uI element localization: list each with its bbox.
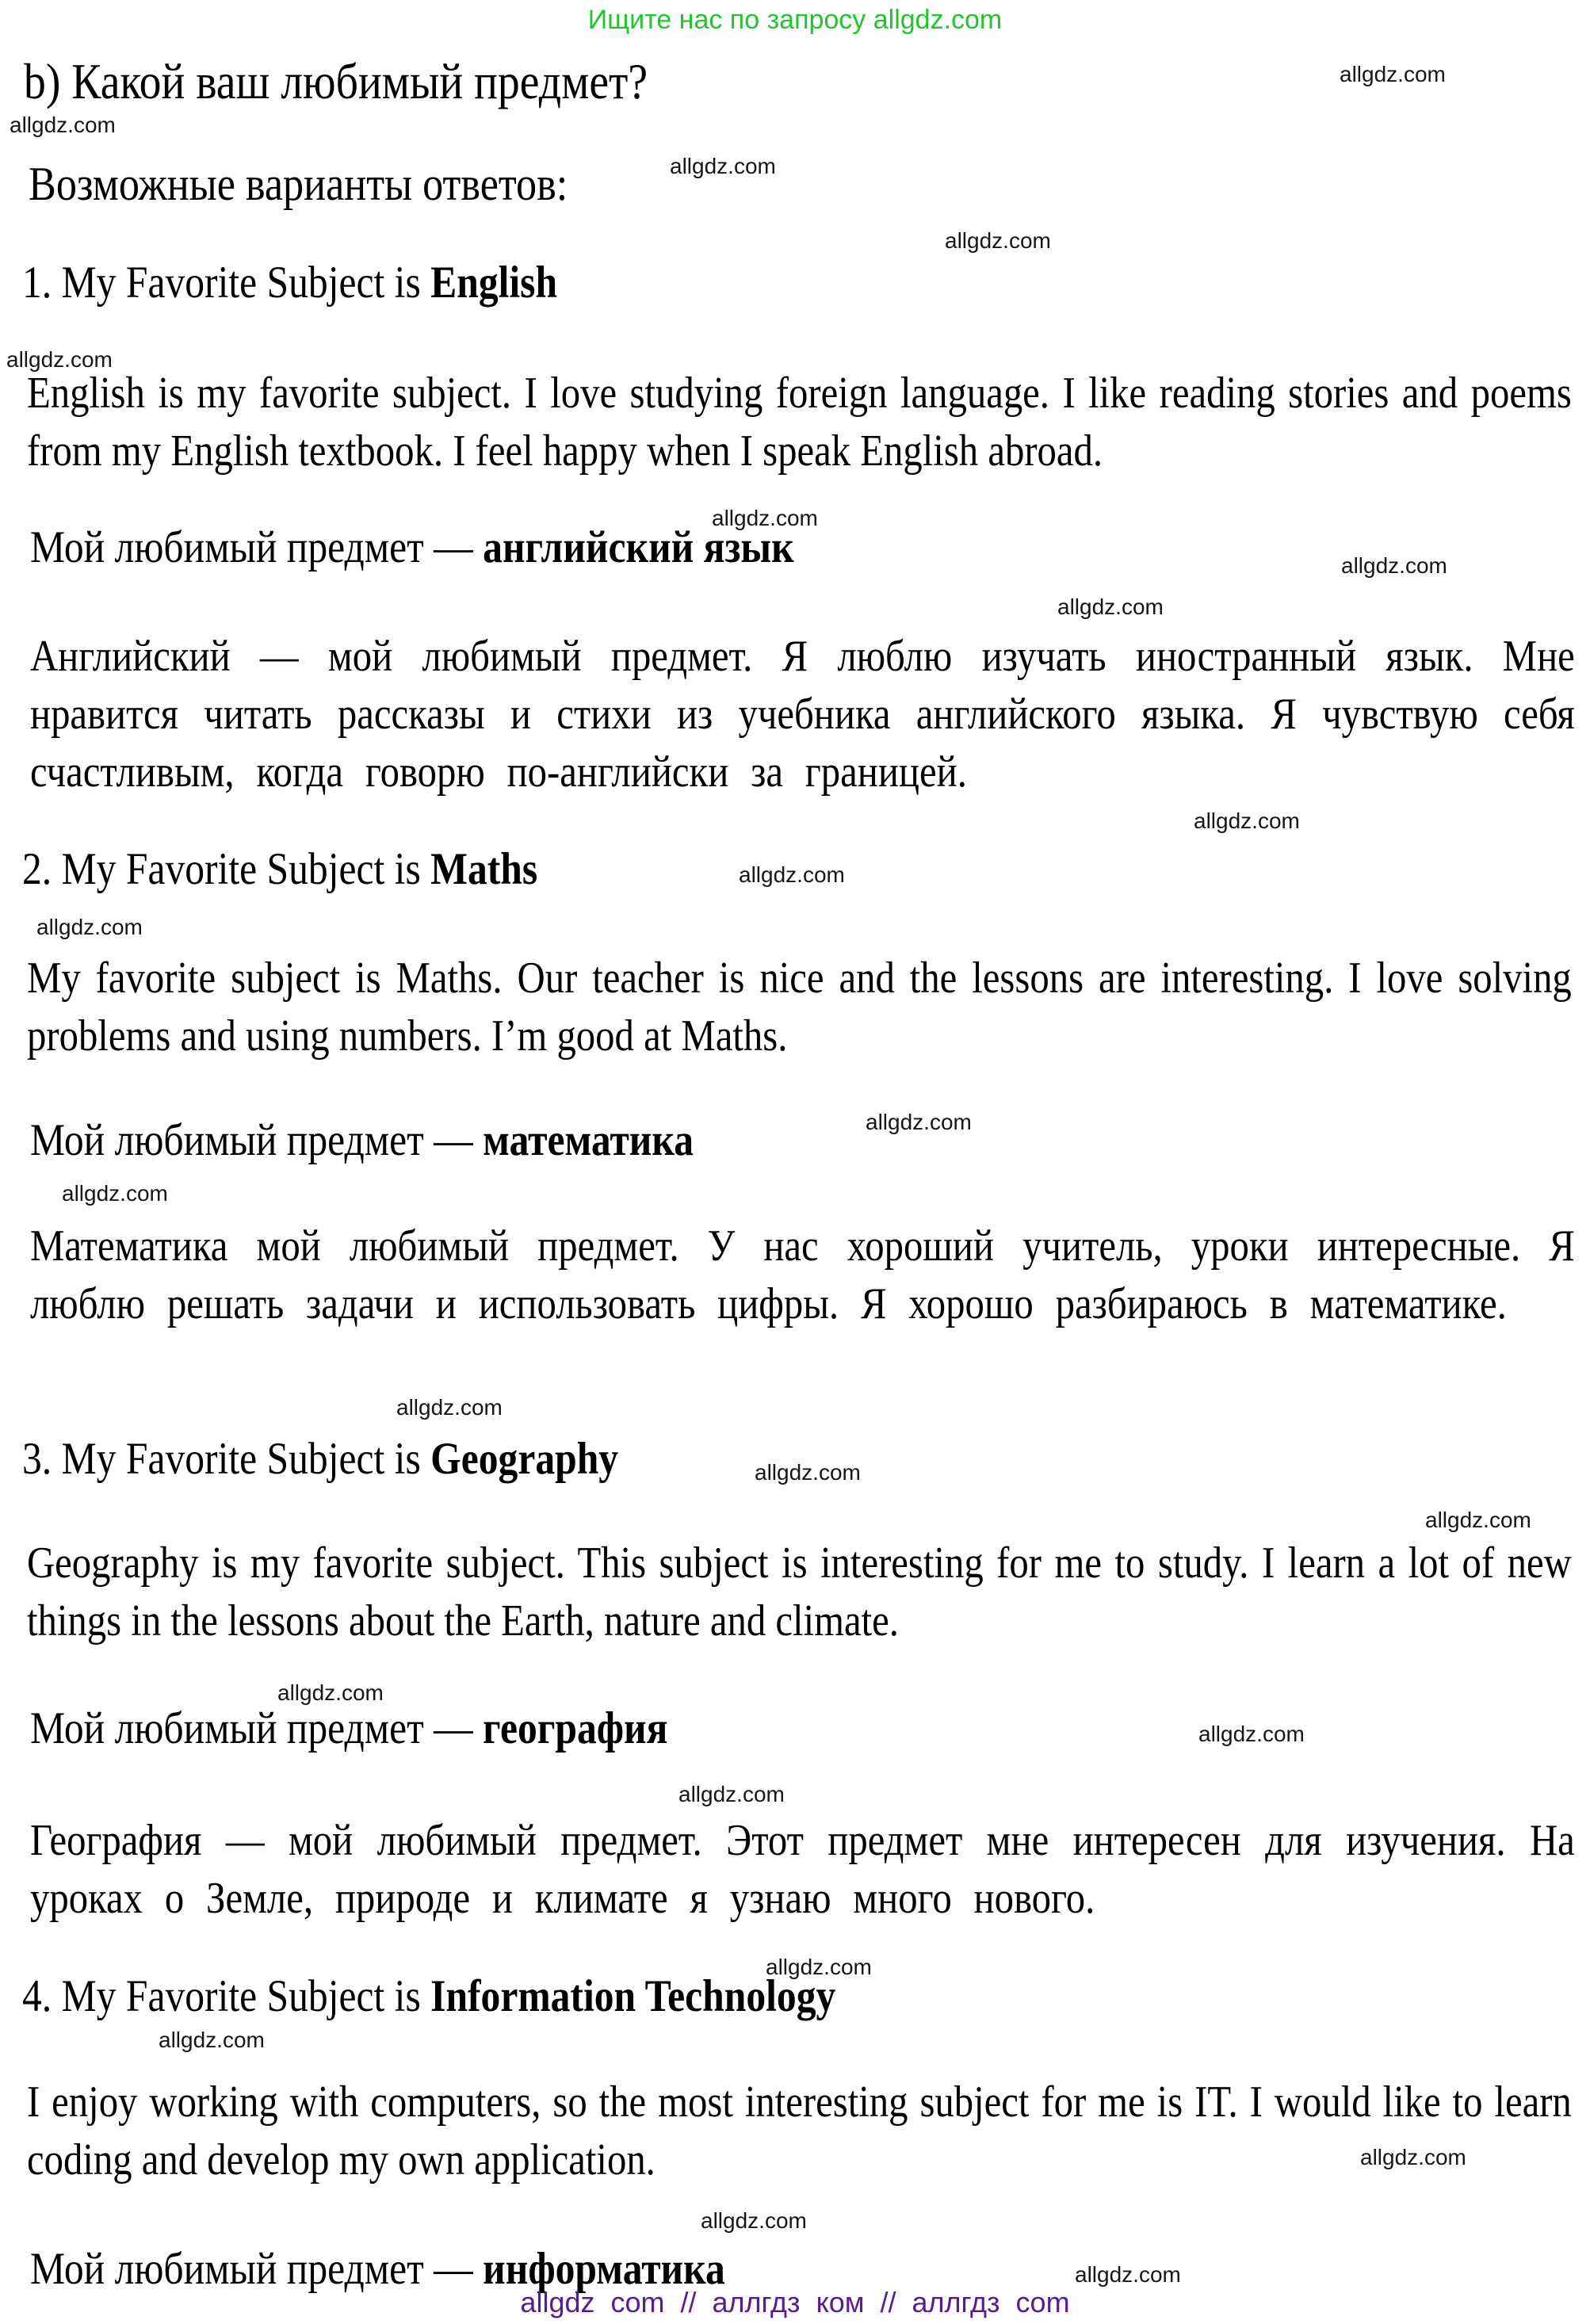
question-heading: b) Какой ваш любимый предмет? — [24, 53, 648, 109]
watermark: allgdz.com — [159, 2028, 265, 2052]
section-title-english — [22, 257, 557, 308]
title-russian — [30, 522, 794, 573]
watermark: allgdz.com — [739, 862, 845, 887]
title-russian-prefix: Мой любимый предмет — — [30, 1703, 483, 1753]
watermark: allgdz.com — [1198, 1722, 1305, 1746]
title-russian-prefix: Мой любимый предмет — — [30, 1115, 483, 1165]
section-subject: Geography — [430, 1434, 619, 1484]
paragraph-russian: География — мой любимый предмет. Этот предмет мне интересен для изучения. На уроках о Земле, природе и климате я узнаю много нового. — [30, 1816, 1575, 1923]
section-title-prefix: 1. My Favorite Subject is — [22, 258, 431, 308]
watermark: allgdz.com — [396, 1395, 503, 1420]
section-subject: English — [430, 258, 558, 308]
section-title-prefix: 3. My Favorite Subject is — [22, 1434, 431, 1484]
answers-intro: Возможные варианты ответов: — [29, 158, 568, 210]
title-russian-subject: английский язык — [483, 522, 794, 572]
watermark: allgdz.com — [766, 1955, 872, 1979]
watermark: allgdz.com — [866, 1110, 972, 1134]
title-russian — [30, 1703, 667, 1754]
paragraph-english: English is my favorite subject. I love studying foreign language. I like reading stories and poems from my English textbook. I feel happy when I speak English abroad. — [27, 369, 1572, 476]
section-title-prefix: 2. My Favorite Subject is — [22, 844, 431, 894]
section-title-prefix: 4. My Favorite Subject is — [22, 1971, 431, 2021]
watermark: allgdz.com — [1057, 594, 1164, 619]
title-russian-prefix: Мой любимый предмет — — [30, 2244, 483, 2294]
title-russian-subject: география — [483, 1703, 668, 1753]
watermark: allgdz.com — [670, 154, 776, 178]
promo-banner: Ищите нас по запросу allgdz.com — [587, 5, 1003, 35]
section-title-maths — [22, 843, 537, 895]
section-title-geography — [22, 1433, 618, 1485]
watermark: allgdz.com — [10, 113, 116, 137]
paragraph-english: Geography is my favorite subject. This subject is interesting for me to study. I learn a lot of new things in the lessons about the Earth, nature and climate. — [27, 1539, 1572, 1646]
watermark: allgdz.com — [1425, 1508, 1531, 1532]
watermark: allgdz.com — [701, 2208, 807, 2233]
watermark: allgdz.com — [62, 1181, 168, 1206]
watermark: allgdz.com — [1194, 808, 1300, 833]
watermark: allgdz.com — [1341, 553, 1447, 578]
watermark: allgdz.com — [36, 915, 143, 939]
section-subject: Maths — [430, 844, 538, 894]
watermark: allgdz.com — [1075, 2262, 1181, 2287]
paragraph-english: My favorite subject is Maths. Our teacher is nice and the lessons are interesting. I love solving problems and using numbers. I’m good at Maths. — [27, 954, 1572, 1061]
watermark: allgdz.com — [1340, 62, 1446, 86]
title-russian-prefix: Мой любимый предмет — — [30, 522, 483, 572]
title-russian-subject: информатика — [483, 2244, 725, 2294]
watermark: allgdz.com — [6, 347, 113, 372]
section-title-it — [22, 1970, 835, 2022]
watermark: allgdz.com — [712, 506, 818, 530]
watermark: allgdz.com — [678, 1782, 785, 1806]
paragraph-russian: Английский — мой любимый предмет. Я люблю изучать иностранный язык. Мне нравится читать рассказы и стихи из учебника английского языка. Я чувствую себя счастливым, когда говорю по-английски за границей. — [30, 632, 1575, 797]
paragraph-english: I enjoy working with computers, so the most interesting subject for me is IT. I would like to learn coding and develop my own application. — [27, 2077, 1572, 2184]
watermark: allgdz.com — [945, 228, 1051, 253]
watermark: allgdz.com — [277, 1680, 384, 1705]
title-russian — [30, 1114, 694, 1166]
section-subject: Information Technology — [430, 1971, 836, 2021]
paragraph-russian: Математика мой любимый предмет. У нас хороший учитель, уроки интересные. Я люблю решать задачи и использовать цифры. Я хорошо разбираюсь в математике. — [30, 1221, 1575, 1328]
title-russian-subject: математика — [483, 1115, 694, 1165]
watermark: allgdz.com — [1360, 2145, 1466, 2169]
watermark: allgdz.com — [755, 1460, 861, 1485]
footer-links: allgdz com // аллгдз ком // аллгдз com — [520, 2286, 1070, 2318]
